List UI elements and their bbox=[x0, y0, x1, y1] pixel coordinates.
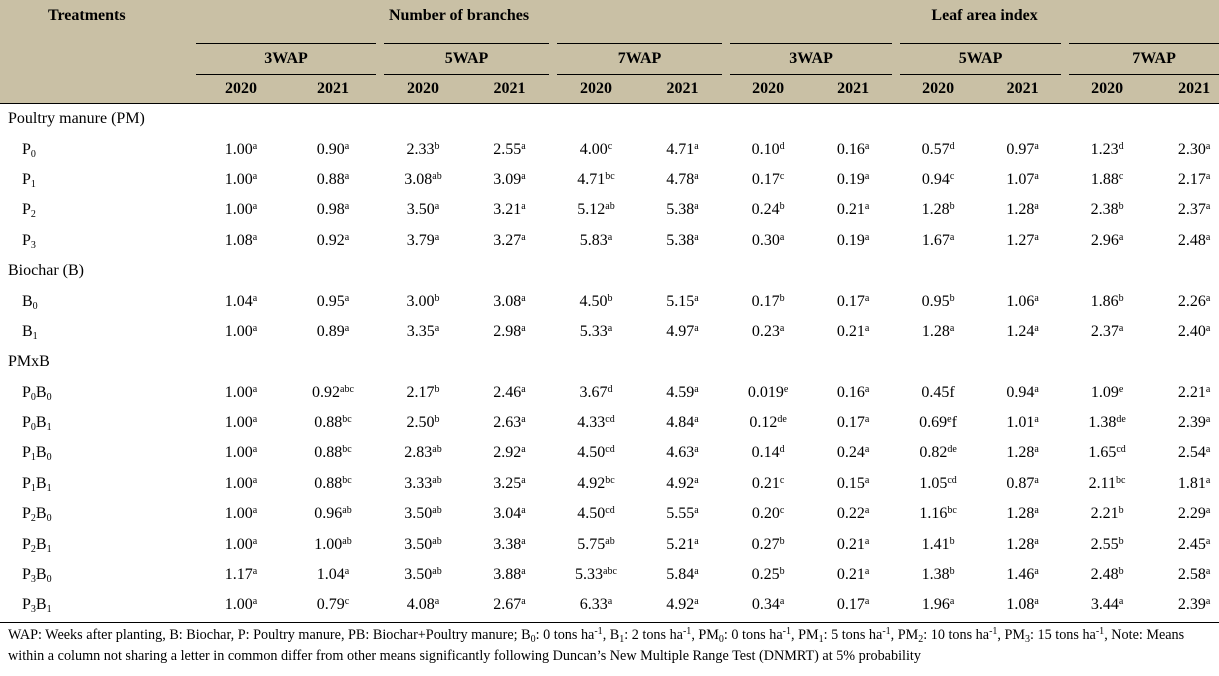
value-cell: 1.07$^a$ bbox=[1006, 170, 1039, 188]
value-cell: 0.19$^a$ bbox=[836, 231, 870, 249]
value-cell: 3.21$^a$ bbox=[493, 201, 526, 219]
value-cell: 5.38$^a$ bbox=[666, 201, 699, 219]
value-cell: 2.38$^b$ bbox=[1090, 201, 1124, 219]
value-cell: 0.16$^a$ bbox=[836, 383, 870, 401]
value-cell: 2.26$^a$ bbox=[1177, 292, 1211, 310]
treatment-label: $P_1$ bbox=[22, 170, 36, 190]
group-row bbox=[0, 256, 1219, 286]
value-cell: 1.23$^d$ bbox=[1090, 140, 1124, 158]
value-cell: 1.06$^a$ bbox=[1006, 292, 1039, 310]
table-row bbox=[0, 195, 1219, 225]
value-cell: 0.88$^{bc}$ bbox=[314, 444, 352, 462]
table-row bbox=[0, 317, 1219, 347]
group-row bbox=[0, 347, 1219, 377]
treatment-label: $B_1$ bbox=[22, 322, 38, 342]
table-row bbox=[0, 438, 1219, 468]
value-cell: 0.15$^a$ bbox=[836, 474, 870, 492]
value-cell: 0.94$^c$ bbox=[921, 170, 955, 188]
value-cell: 2.37$^a$ bbox=[1177, 201, 1211, 219]
value-cell: 0.14$^d$ bbox=[751, 444, 785, 462]
value-cell: 3.88$^a$ bbox=[493, 566, 526, 584]
value-cell: 1.00$^a$ bbox=[224, 535, 258, 553]
value-cell: 4.50$^{cd}$ bbox=[577, 505, 615, 523]
table-body bbox=[0, 104, 1219, 621]
value-cell: 1.38$^b$ bbox=[921, 566, 955, 584]
value-cell: 1.00$^a$ bbox=[224, 474, 258, 492]
period-header: 3WAP bbox=[196, 44, 380, 75]
value-cell: 1.08$^a$ bbox=[224, 231, 258, 249]
value-cell: 1.38de bbox=[1088, 414, 1126, 432]
value-cell: 0.17$^a$ bbox=[836, 414, 870, 432]
treatment-label: $P_1B_1$ bbox=[22, 474, 52, 494]
value-cell: 0.82de bbox=[919, 444, 957, 462]
year-header: 2021 bbox=[1149, 75, 1219, 104]
value-cell: 4.50$^{cd}$ bbox=[577, 444, 615, 462]
value-cell: 1.04$^a$ bbox=[316, 566, 350, 584]
value-cell: 4.08$^a$ bbox=[406, 596, 440, 614]
group-title: PMxB bbox=[8, 353, 50, 371]
value-cell: 2.50$^b$ bbox=[406, 414, 440, 432]
year-header: 2020 bbox=[196, 75, 286, 104]
value-cell: 2.98$^a$ bbox=[493, 322, 526, 340]
value-cell: 5.75$^{ab}$ bbox=[577, 535, 615, 553]
value-cell: 0.30$^a$ bbox=[751, 231, 785, 249]
year-header: 2021 bbox=[466, 75, 553, 104]
value-cell: 1.09e bbox=[1090, 383, 1124, 401]
year-header: 2021 bbox=[980, 75, 1065, 104]
value-cell: 1.81$^a$ bbox=[1177, 474, 1211, 492]
value-cell: 4.78$^a$ bbox=[666, 170, 699, 188]
group-row bbox=[0, 104, 1219, 135]
value-cell: 3.33$^{ab}$ bbox=[404, 474, 442, 492]
treatment-label: $P_0B_1$ bbox=[22, 414, 52, 434]
value-cell: 3.50$^a$ bbox=[406, 201, 440, 219]
value-cell: 0.21$^a$ bbox=[836, 566, 870, 584]
year-header: 2021 bbox=[639, 75, 726, 104]
value-cell: 2.40$^a$ bbox=[1177, 322, 1211, 340]
value-cell: 0.92$^{abc}$ bbox=[312, 383, 354, 401]
treatment-label: $P_3$ bbox=[22, 231, 36, 251]
table-row bbox=[0, 165, 1219, 195]
treatment-label: $P_0$ bbox=[22, 140, 36, 160]
value-cell: 2.67$^a$ bbox=[493, 596, 526, 614]
value-cell: 4.92$^{bc}$ bbox=[577, 474, 615, 492]
table-row bbox=[0, 286, 1219, 316]
value-cell: 0.95$^b$ bbox=[921, 292, 955, 310]
table-row bbox=[0, 499, 1219, 529]
treatment-label: $P_3B_0$ bbox=[22, 566, 52, 586]
value-cell: 4.00$^c$ bbox=[579, 140, 613, 158]
value-cell: 1.28$^b$ bbox=[921, 201, 955, 219]
group-title: Poultry manure (PM) bbox=[0, 104, 1219, 135]
value-cell: 5.21$^a$ bbox=[666, 535, 699, 553]
table-row bbox=[0, 134, 1219, 164]
value-cell: 4.71$^{bc}$ bbox=[577, 170, 615, 188]
value-cell: 2.45$^a$ bbox=[1177, 535, 1211, 553]
value-cell: 2.55$^a$ bbox=[493, 140, 526, 158]
year-header: 2020 bbox=[380, 75, 466, 104]
treatment-label: $B_0$ bbox=[22, 292, 38, 312]
value-cell: 2.29$^a$ bbox=[1177, 505, 1211, 523]
value-cell: 0.89$^a$ bbox=[316, 322, 350, 340]
leaf-area-index-header: Leaf area index bbox=[726, 0, 1219, 44]
value-cell: 0.17$^b$ bbox=[751, 292, 785, 310]
value-cell: 1.46$^a$ bbox=[1006, 566, 1039, 584]
value-cell: 0.17$^a$ bbox=[836, 596, 870, 614]
value-cell: 1.00$^a$ bbox=[224, 444, 258, 462]
value-cell: 1.00$^a$ bbox=[224, 414, 258, 432]
value-cell: 3.50$^{ab}$ bbox=[404, 566, 442, 584]
value-cell: 0.25$^b$ bbox=[751, 566, 785, 584]
number-of-branches-header: Number of branches bbox=[196, 0, 726, 44]
value-cell: 1.28$^a$ bbox=[1006, 444, 1039, 462]
value-cell: 0.88$^{bc}$ bbox=[314, 414, 352, 432]
value-cell: 0.22$^a$ bbox=[836, 505, 870, 523]
value-cell: 0.79$^c$ bbox=[316, 596, 350, 614]
value-cell: 1.17$^a$ bbox=[224, 566, 258, 584]
value-cell: 0.94$^a$ bbox=[1006, 383, 1039, 401]
value-cell: 1.41$^b$ bbox=[921, 535, 955, 553]
value-cell: 3.00$^b$ bbox=[406, 292, 440, 310]
treatment-label: $P_1B_0$ bbox=[22, 444, 52, 464]
value-cell: 1.27$^a$ bbox=[1006, 231, 1039, 249]
value-cell: 4.71$^a$ bbox=[666, 140, 699, 158]
value-cell: 0.87$^a$ bbox=[1006, 474, 1039, 492]
table-footnote: WAP: Weeks after planting, B: Biochar, P: Poultry manure, PB: Biochar+Poultry manure; $B_0$: 0 tons $ha^{-1}$, $B_1$: 2 tons $ha^{-1}$, $PM_0$: 0 tons $ha^{-1}$, $PM_1$: 5 tons $ha^{-1}$, $PM_2$: 10 tons $ha^{-1}$, $PM_3$: 15 tons $ha^{-1}$, Note: Means within a column not sharing a letter in common differ from other means significantly following Duncan’s New Multiple Range Test (DNMRT) at 5% probability bbox=[0, 622, 1219, 676]
value-cell: 0.57$^d$ bbox=[921, 140, 955, 158]
value-cell: 3.44$^a$ bbox=[1090, 596, 1124, 614]
value-cell: 3.79$^a$ bbox=[406, 231, 440, 249]
year-header: 2020 bbox=[896, 75, 980, 104]
value-cell: 2.83$^{ab}$ bbox=[404, 444, 442, 462]
value-cell: 4.92$^a$ bbox=[666, 596, 699, 614]
value-cell: 2.48$^b$ bbox=[1090, 566, 1124, 584]
value-cell: 3.67$^d$ bbox=[579, 383, 613, 401]
value-cell: 3.50$^{ab}$ bbox=[404, 535, 442, 553]
value-cell: 3.04$^a$ bbox=[493, 505, 526, 523]
value-cell: 1.00$^a$ bbox=[224, 505, 258, 523]
value-cell: 2.58$^a$ bbox=[1177, 566, 1211, 584]
value-cell: 3.50$^{ab}$ bbox=[404, 505, 442, 523]
value-cell: 0.90$^a$ bbox=[316, 140, 350, 158]
value-cell: 1.00$^a$ bbox=[224, 383, 258, 401]
value-cell: 5.33$^{abc}$ bbox=[575, 566, 617, 584]
value-cell: 1.28$^a$ bbox=[1006, 535, 1039, 553]
value-cell: 5.15$^a$ bbox=[666, 292, 699, 310]
value-cell: 2.11$^{bc}$ bbox=[1088, 474, 1126, 492]
value-cell: 0.21$^a$ bbox=[836, 201, 870, 219]
value-cell: 1.00$^a$ bbox=[224, 596, 258, 614]
value-cell: 2.63$^a$ bbox=[493, 414, 526, 432]
group-title: Biochar (B) bbox=[8, 262, 84, 280]
value-cell: 1.65$^{cd}$ bbox=[1088, 444, 1126, 462]
value-cell: 1.00$^{ab}$ bbox=[314, 535, 352, 553]
value-cell: 2.48$^a$ bbox=[1177, 231, 1211, 249]
value-cell: 2.46$^a$ bbox=[493, 383, 526, 401]
value-cell: 5.33$^a$ bbox=[579, 322, 613, 340]
treatment-label: $P_0B_0$ bbox=[22, 383, 52, 403]
value-cell: 0.019e bbox=[747, 383, 789, 401]
value-cell: 0.92$^a$ bbox=[316, 231, 350, 249]
value-cell: 5.55$^a$ bbox=[666, 505, 699, 523]
period-header: 5WAP bbox=[896, 44, 1065, 75]
value-cell: 1.01$^a$ bbox=[1006, 414, 1039, 432]
value-cell: 2.55$^b$ bbox=[1090, 535, 1124, 553]
value-cell: 2.30$^a$ bbox=[1177, 140, 1211, 158]
value-cell: 1.28$^a$ bbox=[1006, 201, 1039, 219]
value-cell: 1.67$^a$ bbox=[921, 231, 955, 249]
period-header: 7WAP bbox=[1065, 44, 1219, 75]
value-cell: 0.98$^a$ bbox=[316, 201, 350, 219]
value-cell: 4.50$^b$ bbox=[579, 292, 613, 310]
value-cell: 1.28$^a$ bbox=[921, 322, 955, 340]
value-cell: 4.33$^{cd}$ bbox=[577, 414, 615, 432]
table-row bbox=[0, 469, 1219, 499]
value-cell: 1.00$^a$ bbox=[224, 201, 258, 219]
value-cell: 0.24$^b$ bbox=[751, 201, 785, 219]
value-cell: 0.34$^a$ bbox=[751, 596, 785, 614]
value-cell: 0.16$^a$ bbox=[836, 140, 870, 158]
value-cell: 0.19$^a$ bbox=[836, 170, 870, 188]
value-cell: 4.63$^a$ bbox=[666, 444, 699, 462]
value-cell: 0.97$^a$ bbox=[1006, 140, 1039, 158]
value-cell: 1.86$^b$ bbox=[1090, 292, 1124, 310]
value-cell: 1.16$^{bc}$ bbox=[919, 505, 957, 523]
value-cell: 4.97$^a$ bbox=[666, 322, 699, 340]
treatment-label: $P_2$ bbox=[22, 201, 36, 221]
value-cell: 0.21$^c$ bbox=[751, 474, 785, 492]
value-cell: 0.23$^a$ bbox=[751, 322, 785, 340]
value-cell: 0.88$^{bc}$ bbox=[314, 474, 352, 492]
value-cell: 4.84$^a$ bbox=[666, 414, 699, 432]
value-cell: 2.33$^b$ bbox=[406, 140, 440, 158]
treatments-header: Treatments bbox=[0, 0, 196, 44]
value-cell: 5.38$^a$ bbox=[666, 231, 699, 249]
value-cell: 0.27$^b$ bbox=[751, 535, 785, 553]
value-cell: 0.88$^a$ bbox=[316, 170, 350, 188]
value-cell: 5.12$^{ab}$ bbox=[577, 201, 615, 219]
value-cell: 1.88$^c$ bbox=[1090, 170, 1124, 188]
value-cell: 2.17$^a$ bbox=[1177, 170, 1211, 188]
table-row bbox=[0, 226, 1219, 256]
treatment-label: $P_3B_1$ bbox=[22, 596, 52, 616]
value-cell: 0.10$^d$ bbox=[751, 140, 785, 158]
value-cell: 0.17$^a$ bbox=[836, 292, 870, 310]
value-cell: 0.12de bbox=[749, 414, 787, 432]
value-cell: 1.05$^{cd}$ bbox=[919, 474, 957, 492]
value-cell: 4.59$^a$ bbox=[666, 383, 699, 401]
value-cell: 2.39$^a$ bbox=[1177, 596, 1211, 614]
value-cell: 1.04$^a$ bbox=[224, 292, 258, 310]
value-cell: 2.37$^a$ bbox=[1090, 322, 1124, 340]
treatment-label: $P_2B_0$ bbox=[22, 505, 52, 525]
value-cell: 2.21$^b$ bbox=[1090, 505, 1124, 523]
value-cell: 1.28$^a$ bbox=[1006, 505, 1039, 523]
value-cell: 1.24$^a$ bbox=[1006, 322, 1039, 340]
value-cell: 0.96$^{ab}$ bbox=[314, 505, 352, 523]
year-header: 2020 bbox=[553, 75, 639, 104]
value-cell: 1.00$^a$ bbox=[224, 170, 258, 188]
value-cell: 0.21$^a$ bbox=[836, 535, 870, 553]
value-cell: 2.92$^a$ bbox=[493, 444, 526, 462]
value-cell: 3.08$^a$ bbox=[493, 292, 526, 310]
value-cell: 1.96$^a$ bbox=[921, 596, 955, 614]
period-header: 5WAP bbox=[380, 44, 553, 75]
year-header: 2021 bbox=[810, 75, 896, 104]
value-cell: 2.39$^a$ bbox=[1177, 414, 1211, 432]
value-cell: 2.21$^a$ bbox=[1177, 383, 1211, 401]
table-row bbox=[0, 529, 1219, 559]
value-cell: 1.00$^a$ bbox=[224, 140, 258, 158]
treatment-label: $P_2B_1$ bbox=[22, 535, 52, 555]
period-header: 7WAP bbox=[553, 44, 726, 75]
value-cell: 5.83$^a$ bbox=[579, 231, 613, 249]
table-row bbox=[0, 590, 1219, 620]
value-cell: 2.54$^a$ bbox=[1177, 444, 1211, 462]
table-row bbox=[0, 560, 1219, 590]
value-cell: 3.25$^a$ bbox=[493, 474, 526, 492]
value-cell: 1.00$^a$ bbox=[224, 322, 258, 340]
value-cell: 0.17$^c$ bbox=[751, 170, 785, 188]
value-cell: 3.27$^a$ bbox=[493, 231, 526, 249]
value-cell: 0.69ef bbox=[919, 414, 957, 432]
year-header: 2020 bbox=[726, 75, 810, 104]
value-cell: 5.84$^a$ bbox=[666, 566, 699, 584]
value-cell: 3.35$^a$ bbox=[406, 322, 440, 340]
value-cell: 2.17$^b$ bbox=[406, 383, 440, 401]
value-cell: 0.24$^a$ bbox=[836, 444, 870, 462]
value-cell: 0.20$^c$ bbox=[751, 505, 785, 523]
table-row bbox=[0, 408, 1219, 438]
year-header: 2021 bbox=[286, 75, 380, 104]
year-header: 2020 bbox=[1065, 75, 1149, 104]
value-cell: 3.08$^{ab}$ bbox=[404, 170, 442, 188]
table-header bbox=[0, 0, 1219, 104]
period-header: 3WAP bbox=[726, 44, 896, 75]
value-cell: 3.38$^a$ bbox=[493, 535, 526, 553]
value-cell: 6.33$^a$ bbox=[579, 596, 613, 614]
value-cell: 0.45f bbox=[921, 383, 955, 401]
value-cell: 0.21$^a$ bbox=[836, 322, 870, 340]
value-cell: 4.92$^a$ bbox=[666, 474, 699, 492]
value-cell: 0.95$^a$ bbox=[316, 292, 350, 310]
value-cell: 2.96$^a$ bbox=[1090, 231, 1124, 249]
value-cell: 3.09$^a$ bbox=[493, 170, 526, 188]
table-row bbox=[0, 378, 1219, 408]
year-header-row bbox=[0, 75, 1219, 104]
value-cell: 1.08$^a$ bbox=[1006, 596, 1039, 614]
